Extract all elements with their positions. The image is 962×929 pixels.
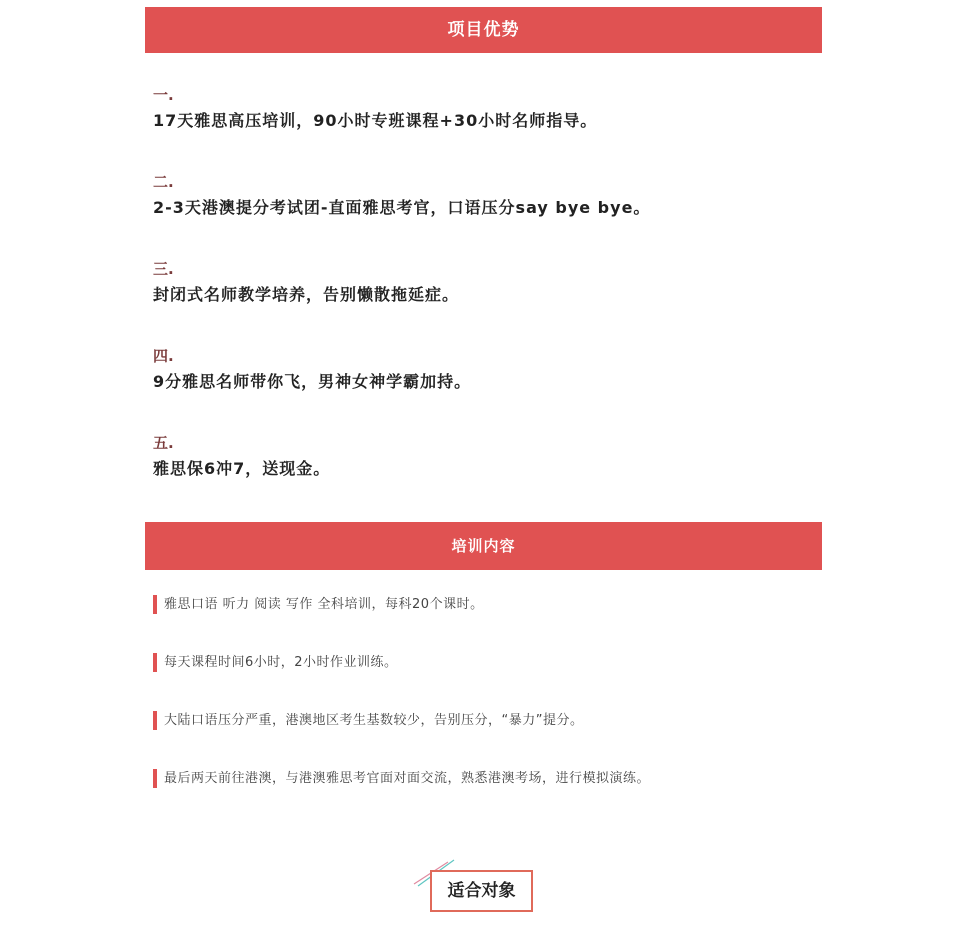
- list-item: [153, 432, 813, 519]
- item-number: 三.: [153, 260, 174, 278]
- list-item: [153, 171, 813, 258]
- list-item: [153, 258, 813, 345]
- list-item: [153, 711, 833, 769]
- section-banner-advantages: 项目优势: [145, 7, 822, 53]
- item-text: 17天雅思高压培训，90小时专班课程+30小时名师指导。: [153, 111, 598, 130]
- item-text: 最后两天前往港澳，与港澳雅思考官面对面交流，熟悉港澳考场，进行模拟演练。: [164, 771, 651, 786]
- item-text: 雅思口语 听力 阅读 写作 全科培训，每科20个课时。: [164, 597, 484, 612]
- list-item: [153, 345, 813, 432]
- list-item: [153, 653, 833, 711]
- accent-bar: [153, 595, 157, 614]
- training-list: [153, 595, 833, 827]
- section-banner-training: 培训内容: [145, 522, 822, 570]
- item-number: 二.: [153, 173, 174, 191]
- item-number: 一.: [153, 86, 174, 104]
- item-text: 2-3天港澳提分考试团-直面雅思考官，口语压分say bye bye。: [153, 198, 651, 217]
- audience-title-box: 适合对象: [430, 870, 533, 912]
- item-text: 9分雅思名师带你飞，男神女神学霸加持。: [153, 372, 472, 391]
- advantages-list: [153, 84, 813, 519]
- item-text: 雅思保6冲7，送现金。: [153, 459, 331, 478]
- list-item: [153, 595, 833, 653]
- list-item: [153, 769, 833, 827]
- audience-heading: [410, 858, 540, 918]
- item-number: 五.: [153, 434, 174, 452]
- list-item: [153, 84, 813, 171]
- accent-bar: [153, 653, 157, 672]
- item-text: 封闭式名师教学培养，告别懒散拖延症。: [153, 285, 460, 304]
- item-text: 大陆口语压分严重，港澳地区考生基数较少，告别压分，“暴力”提分。: [164, 713, 584, 728]
- item-number: 四.: [153, 347, 174, 365]
- accent-bar: [153, 711, 157, 730]
- accent-bar: [153, 769, 157, 788]
- item-text: 每天课程时间6小时，2小时作业训练。: [164, 655, 398, 670]
